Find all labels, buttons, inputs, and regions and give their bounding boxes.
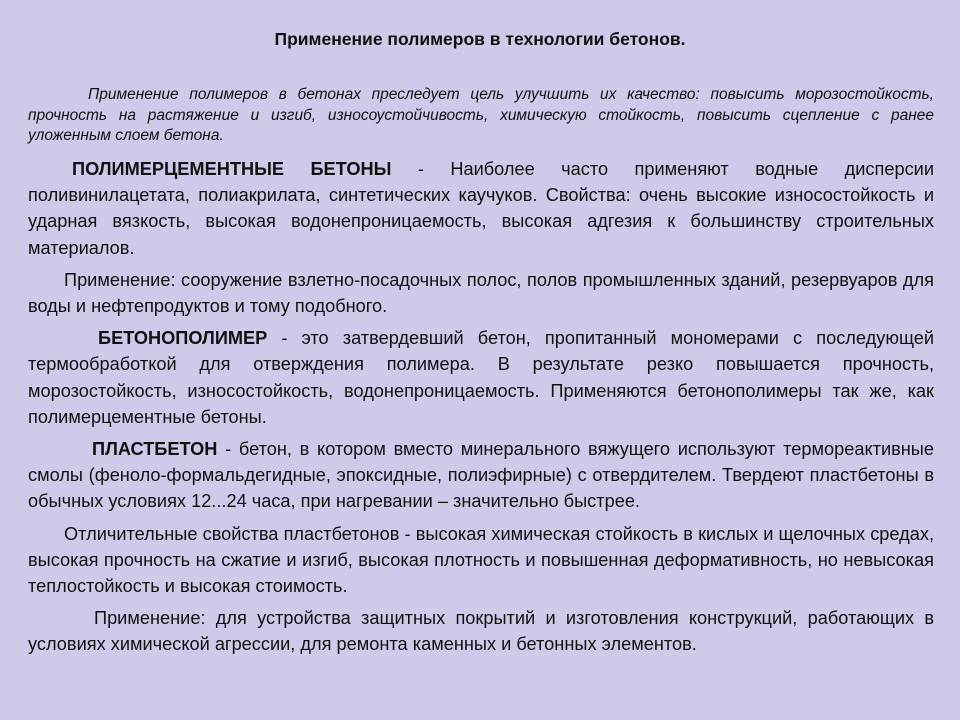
paragraph-plastconcrete-properties — [28, 521, 934, 600]
text-polymer-cement: - Наиболее часто применяют водные дисперсии поливинилацетата, полиакрилата, синтетических каучуков. Свойства: очень высокие износостойкость и ударная вязкость, высокая водонепроницаемость, высокая адгезия к большинству строительных материалов. — [28, 159, 935, 258]
paragraph-plastconcrete — [28, 436, 934, 515]
text-concrete-polymer: - это затвердевший бетон, пропитанный мономерами с последующей термообработкой для отверждения полимера. В результате резко повышается прочность, морозостойкость, износостойкость, водонепроницаемость. Применяются бетонополимеры так же, как полимерцементные бетоны. — [28, 328, 934, 427]
paragraph-plastconcrete-use — [28, 605, 934, 657]
term-polymer-cement: ПОЛИМЕРЦЕМЕНТНЫЕ БЕТОНЫ — [72, 159, 392, 179]
slide-title: Применение полимеров в технологии бетонов. — [274, 29, 686, 49]
term-concrete-polymer: БЕТОНОПОЛИМЕР — [98, 328, 268, 349]
intro-text: Применение полимеров в бетонах преследует цель улучшить их качество: повысить морозостойкость, прочность на растяжение и изгиб, износоустойчивость, химическую стойкость, повысить сцепление с ранее уложенным слоем бетона. — [28, 86, 934, 144]
text-plastconcrete-use: Применение: для устройства защитных покрытий и изготовления конструкций, работающих в условиях химической агрессии, для ремонта каменных и бетонных элементов. — [28, 608, 934, 655]
text-polymer-cement-use: Применение: сооружение взлетно-посадочных полос, полов промышленных зданий, резервуаров для воды и нефтепродуктов и тому подобного. — [28, 269, 934, 317]
text-plastconcrete-properties: Отличительные свойства пластбетонов - высокая химическая стойкость в кислых и щелочных средах, высокая прочность на сжатие и изгиб, высокая плотность и повышенная деформативность, но невысокая теплостойкость и высокая стоимость. — [28, 523, 934, 597]
paragraph-concrete-polymer — [28, 325, 934, 430]
paragraph-polymer-cement — [28, 156, 934, 261]
term-plastconcrete: ПЛАСТБЕТОН — [92, 439, 218, 460]
intro-paragraph — [28, 85, 934, 147]
text-plastconcrete: - бетон, в котором вместо минерального вяжущего используют термореактивные смолы (феноло-формальдегидные, эпоксидные, полиэфирные) с отвердителем. Твердеют пластбетоны в обычных условиях 12...24 часа, при нагревании – значительно быстрее. — [28, 439, 934, 512]
paragraph-polymer-cement-use — [28, 267, 934, 319]
body-text — [28, 156, 934, 658]
